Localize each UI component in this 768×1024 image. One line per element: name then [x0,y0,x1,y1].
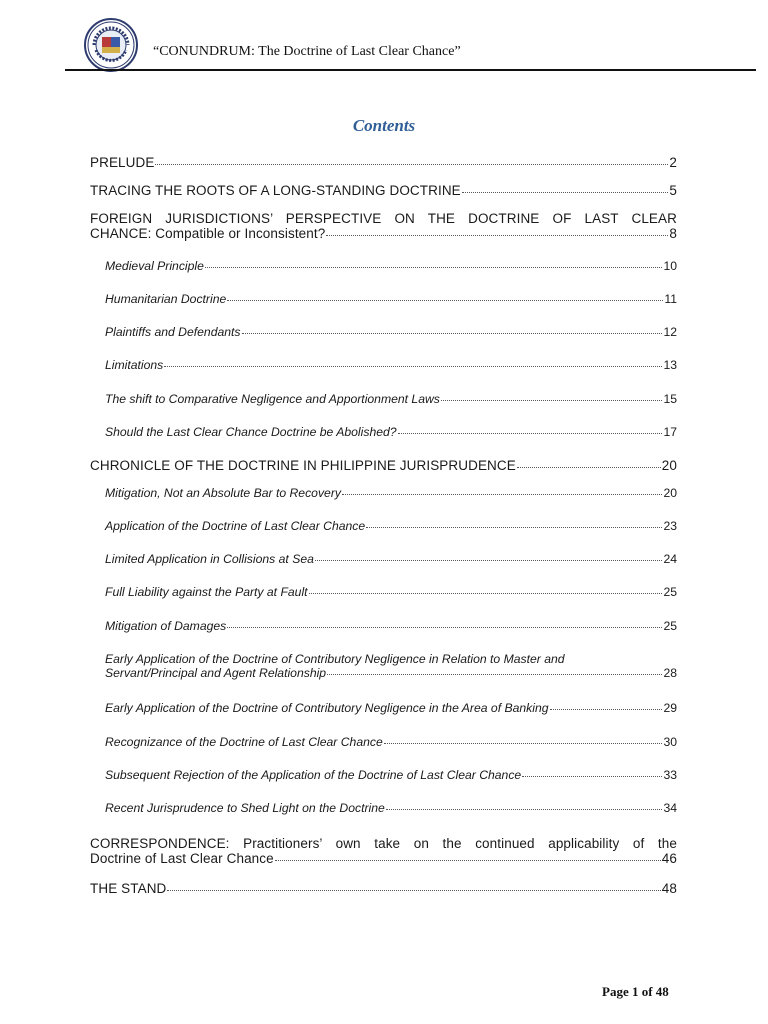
toc-entry-limitations[interactable] [90,358,677,372]
toc-entry-humanitarian-doctrine[interactable] [90,292,677,306]
toc-entry-label: Humanitarian Doctrine [105,292,227,306]
toc-entry-label: Recognizance of the Doctrine of Last Clear Chance [105,735,383,749]
toc-entry-label: Doctrine of Last Clear Chance [90,851,274,866]
toc-entry-label: Plaintiffs and Defendants [105,325,241,339]
toc-entry-label-line1: CORRESPONDENCE: Practitioners’ own take on the continued applicability of the [90,836,677,851]
toc-entry-subsequent-rejection[interactable] [90,768,677,782]
toc-entry-label: Early Application of the Doctrine of Contributory Negligence in the Area of Banking [105,701,549,715]
toc-entry-full-liability[interactable] [90,585,677,599]
header-divider [65,69,756,71]
toc-entry-label: CHRONICLE OF THE DOCTRINE IN PHILIPPINE JURISPRUDENCE [90,458,516,473]
toc-entry-medieval-principle[interactable] [90,259,677,273]
toc-entry-page: 5 [669,183,677,198]
toc-entry-page: 11 [664,292,677,306]
toc-entry-master-servant[interactable] [90,652,677,680]
toc-entry-page: 33 [663,768,677,782]
toc-entry-collisions-at-sea[interactable] [90,552,677,566]
toc-entry-page: 12 [663,325,677,339]
toc-entry-page: 2 [669,155,677,170]
toc-entry-page: 17 [663,425,677,439]
toc-entry-page: 20 [661,458,677,473]
toc-entry-page: 10 [663,259,677,273]
toc-entry-label: The shift to Comparative Negligence and Apportionment Laws [105,392,440,406]
toc-entry-philippine-jurisprudence[interactable] [90,458,677,473]
toc-entry-page: 29 [663,701,677,715]
toc-entry-mitigation-not-bar[interactable] [90,486,677,500]
toc-entry-page: 23 [663,519,677,533]
page-number-footer: Page 1 of 48 [602,984,669,999]
toc-entry-label: PRELUDE [90,155,155,170]
toc-entry-label: Recent Jurisprudence to Shed Light on the Doctrine [105,801,385,815]
toc-entry-tracing-roots[interactable] [90,183,677,198]
toc-entry-label: Subsequent Rejection of the Application of the Doctrine of Last Clear Chance [105,768,522,782]
toc-entry-page: 34 [663,801,677,815]
toc-entry-recent-jurisprudence[interactable] [90,801,677,815]
toc-entry-label: CHANCE: Compatible or Inconsistent? [90,226,326,241]
toc-entry-page: 48 [661,881,677,896]
header-title: “CONUNDRUM: The Doctrine of Last Clear Chance” [153,44,461,59]
toc-entry-label: Medieval Principle [105,259,204,273]
toc-entry-label: TRACING THE ROOTS OF A LONG-STANDING DOCTRINE [90,183,461,198]
toc-entry-label-line1: FOREIGN JURISDICTIONS’ PERSPECTIVE ON THE DOCTRINE OF LAST CLEAR [90,211,677,226]
toc-entry-page: 13 [663,358,677,372]
toc-entry-page: 25 [663,619,677,633]
toc-entry-comparative-negligence[interactable] [90,392,677,406]
toc-entry-the-stand[interactable] [90,881,677,896]
toc-entry-correspondence[interactable] [90,836,677,866]
toc-entry-label: Should the Last Clear Chance Doctrine be Abolished? [105,425,397,439]
page-header [0,0,768,75]
toc-entry-should-be-abolished[interactable] [90,425,677,439]
toc-entry-recognizance[interactable] [90,735,677,749]
toc-entry-mitigation-damages[interactable] [90,619,677,633]
toc-entry-label: Full Liability against the Party at Fault [105,585,308,599]
university-seal-logo [84,18,138,72]
toc-entry-label: Servant/Principal and Agent Relationship [105,666,327,680]
toc-entry-prelude[interactable] [90,155,677,170]
toc-entry-page: 8 [669,226,677,241]
toc-entry-label: THE STAND [90,881,167,896]
toc-entry-application-doctrine[interactable] [90,519,677,533]
toc-entry-label-line1: Early Application of the Doctrine of Contributory Negligence in Relation to Master and [105,652,565,666]
toc-entry-page: 30 [663,735,677,749]
toc-entry-page: 46 [661,851,677,866]
toc-entry-page: 20 [663,486,677,500]
toc-entry-page: 25 [663,585,677,599]
toc-entry-label: Mitigation of Damages [105,619,227,633]
toc-entry-page: 24 [663,552,677,566]
toc-entry-page: 15 [663,392,677,406]
toc-entry-label: Limited Application in Collisions at Sea [105,552,314,566]
toc-entry-banking[interactable] [90,701,677,715]
toc-entry-plaintiffs-defendants[interactable] [90,325,677,339]
toc-entry-page: 28 [663,666,677,680]
toc-entry-label: Application of the Doctrine of Last Clear Chance [105,519,366,533]
toc-entry-foreign-jurisdictions[interactable] [90,211,677,241]
contents-heading: Contents [352,116,416,135]
toc-entry-label: Mitigation, Not an Absolute Bar to Recovery [105,486,341,500]
toc-entry-label: Limitations [105,358,164,372]
